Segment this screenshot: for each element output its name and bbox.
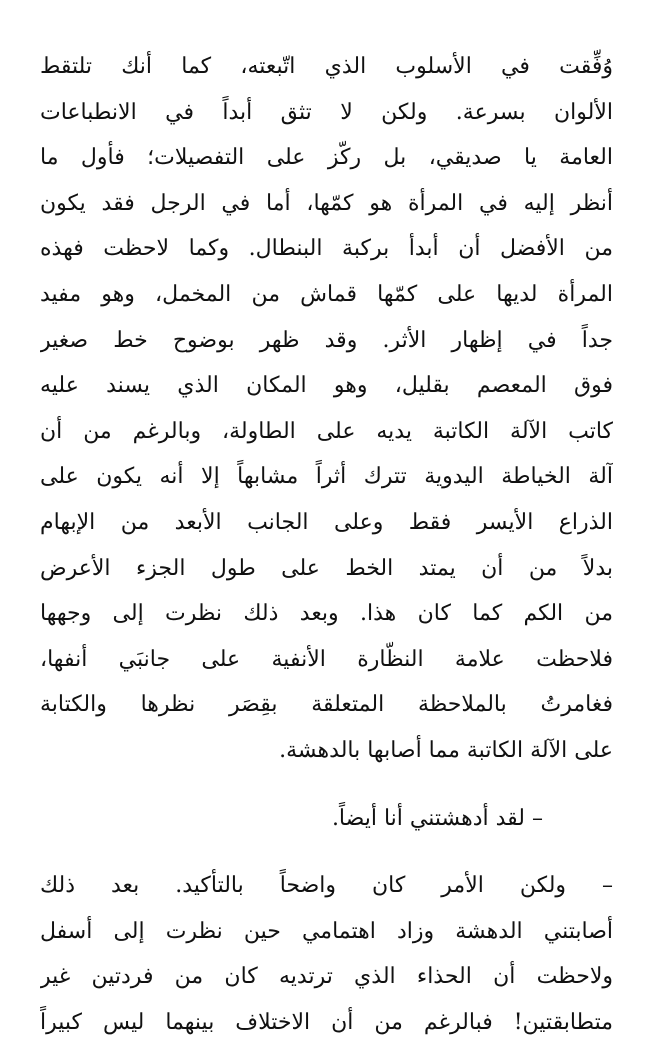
text-line: العامة يا صديقي، بل ركّز على التفصيلات؛ فأول ما [40,145,613,171]
book-page [40,44,613,1045]
text-line: فلاحظت علامة النظّارة الأنفية على جانبَي أنفها، [40,646,613,672]
paragraph [40,44,613,774]
text-line: فغامرتُ بالملاحظة المتعلقة بقِصَر نظرها والكتابة [40,692,613,718]
text-line: ولاحظت أن الحذاء الذي ترتديه كان من فردتين غير [40,964,613,990]
paragraph-gap [40,841,613,863]
paragraph [40,863,613,1045]
text-line: متطابقتين! فبالرغم من أن الاختلاف بينهما ليس كبيراً [40,1009,613,1035]
text-line: أصابتني الدهشة وزاد اهتمامي حين نظرت إلى أسفل [40,918,613,944]
dialogue-line: – لقد أدهشتني أنا أيضاً. [331,805,543,831]
paragraph-gap [40,774,613,796]
text-line: من الأفضل أن أبدأ بركبة البنطال. وكما لاحظت فهذه [40,236,613,262]
text-line: أنظر إليه في المرأة هو كمّها، أما في الرجل فقد يكون [40,190,613,216]
text-line: – ولكن الأمر كان واضحاً بالتأكيد. بعد ذلك [40,873,613,899]
text-line: فوق المعصم بقليل، وهو المكان الذي يسند عليه [40,373,613,399]
text-line: وُفِّقت في الأسلوب الذي اتّبعته، كما أنك تلتقط [40,54,613,79]
text-line: كاتب الآلة الكاتبة يديه على الطاولة، وبالرغم من أن [40,418,613,444]
text-line: آلة الخياطة اليدوية تترك أثراً مشابهاً إلا أنه يكون على [40,464,613,490]
text-line: من الكم كما كان هذا. وبعد ذلك نظرت إلى وجهها [40,601,613,627]
text-line: المرأة لديها على كمّها قماش من المخمل، وهو مفيد [40,281,613,307]
text-line: الألوان بسرعة. ولكن لا تثق أبداً في الانطباعات [40,99,613,125]
text-line: الذراع الأيسر فقط وعلى الجانب الأبعد من الإبهام [40,509,613,535]
text-line: على الآلة الكاتبة مما أصابها بالدهشة. [279,737,613,763]
text-line: بدلاً من أن يمتد الخط على طول الجزء الأعرض [40,555,613,581]
text-line: جداً في إظهار الأثر. وقد ظهر بوضوح خط صغير [40,327,613,353]
